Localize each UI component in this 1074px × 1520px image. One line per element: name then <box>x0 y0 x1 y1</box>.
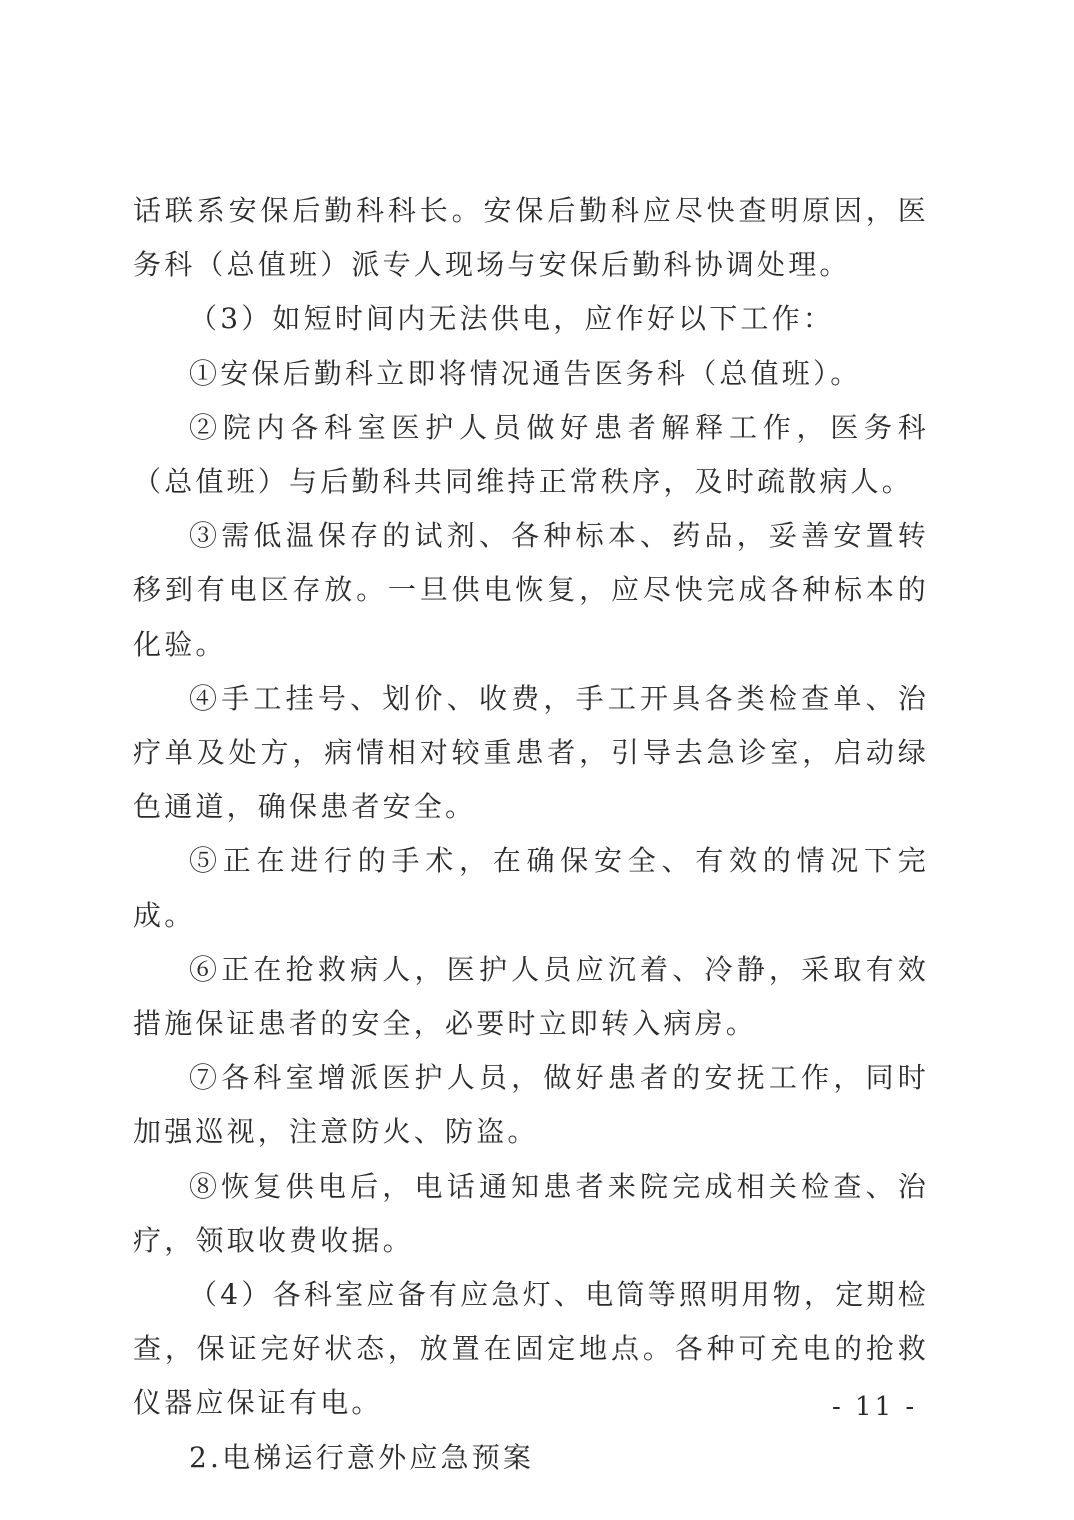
paragraph-step-7: ⑦各科室增派医护人员，做好患者的安抚工作，同时加强巡视，注意防火、防盗。 <box>133 1061 929 1149</box>
paragraph-step-5: ⑤正在进行的手术，在确保安全、有效的情况下完成。 <box>133 844 929 932</box>
paragraph-step-3: ③需低温保存的试剂、各种标本、药品，妥善安置转移到有电区存放。一旦供电恢复，应尽快完成各种标本的化验。 <box>133 519 929 661</box>
paragraph-step-6: ⑥正在抢救病人，医护人员应沉着、冷静，采取有效措施保证患者的安全，必要时立即转入病房。 <box>133 952 929 1041</box>
paragraph-continuation: 话联系安保后勤科科长。安保后勤科应尽快查明原因，医务科（总值班）派专人现场与安保后勤科协调处理。 <box>133 194 929 282</box>
paragraph-item-4: （4）各科室应备有应急灯、电筒等照明用物，定期检查，保证完好状态，放置在固定地点。各种可充电的抢救仪器应保证有电。 <box>133 1278 929 1420</box>
body-text <box>133 184 929 1485</box>
paragraph-step-2: ②院内各科室医护人员做好患者解释工作，医务科（总值班）与后勤科共同维持正常秩序，及时疏散病人。 <box>133 410 929 499</box>
section-heading: 2.电梯运行意外应急预案 <box>189 1440 535 1474</box>
page-number: - 11 - <box>832 1392 918 1422</box>
paragraph-step-8: ⑧恢复供电后，电话通知患者来院完成相关检查、治疗，领取收费收据。 <box>133 1169 929 1257</box>
paragraph-step-4: ④手工挂号、划价、收费，手工开具各类检查单、治疗单及处方，病情相对较重患者，引导去急诊室，启动绿色通道，确保患者安全。 <box>133 681 929 824</box>
paragraph-item-3: （3）如短时间内无法供电，应作好以下工作： <box>189 302 835 336</box>
paragraph-step-1: ①安保后勤科立即将情况通告医务科（总值班）。 <box>189 356 862 390</box>
